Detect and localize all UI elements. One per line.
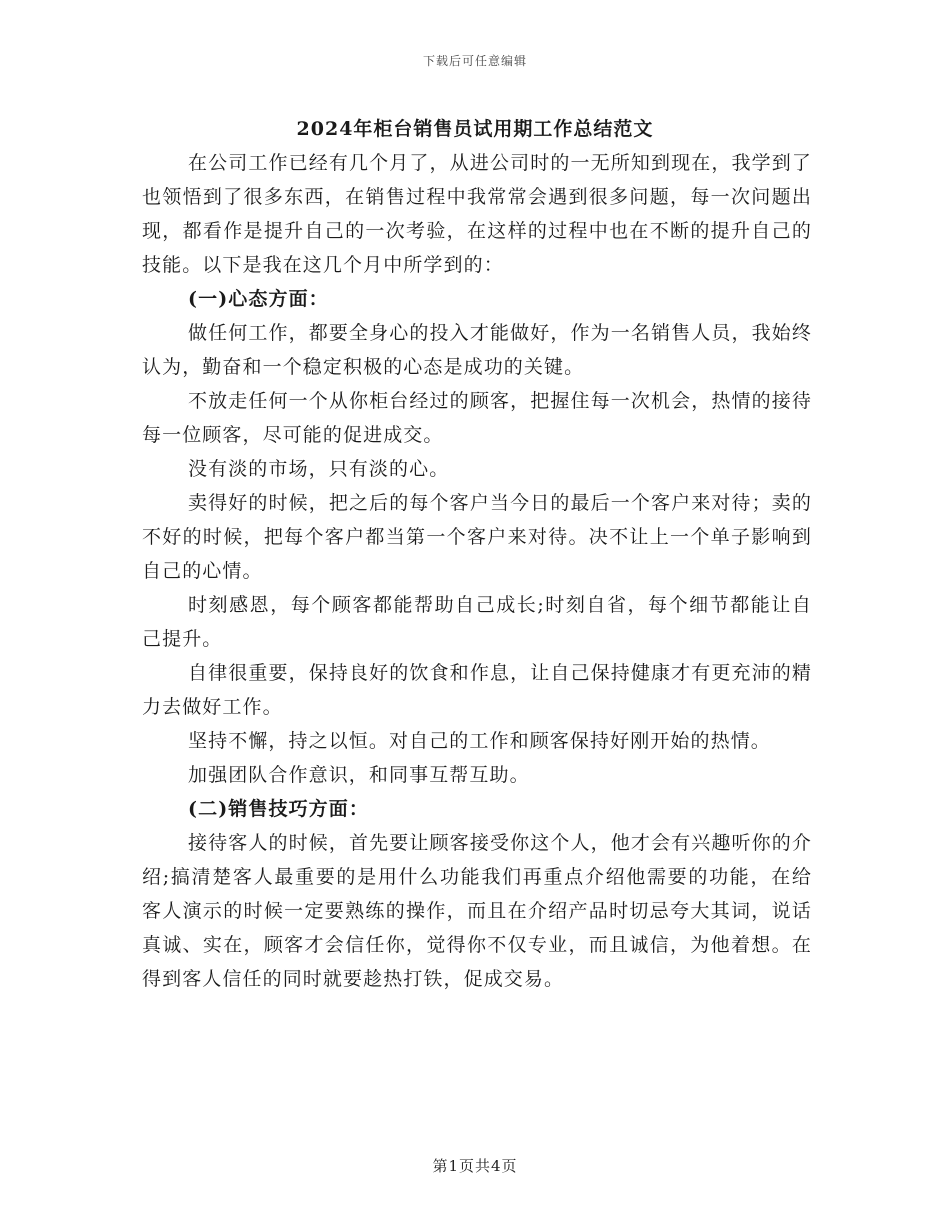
paragraph: 坚持不懈，持之以恒。对自己的工作和顾客保持好刚开始的热情。 (188, 730, 771, 752)
paragraph: 自律很重要，保持良好的饮食和作息，让自己保持健康才有更充沛的精力去做好工作。 (142, 662, 812, 718)
paragraph: 不放走任何一个从你柜台经过的顾客，把握住每一次机会，热情的接待每一位顾客，尽可能的促进成交。 (142, 390, 812, 446)
paragraph: 加强团队合作意识，和同事互帮互助。 (188, 764, 530, 786)
section-heading-mindset: (一)心态方面： (188, 288, 329, 310)
paragraph-intro: 在公司工作已经有几个月了，从进公司时的一无所知到现在，我学到了也领悟到了很多东西，在销售过程中我常常会遇到很多问题，每一次问题出现，都看作是提升自己的一次考验，在这样的过程中也在不断的提升自己的技能。以下是我在这几个月中所学到的： (142, 152, 812, 276)
section-heading-sales-skills: (二)销售技巧方面： (188, 798, 369, 820)
header-note: 下载后可任意编辑 (422, 54, 527, 68)
paragraph: 做任何工作，都要全身心的投入才能做好，作为一名销售人员，我始终认为，勤奋和一个稳定积极的心态是成功的关键。 (142, 322, 812, 378)
page-indicator: 第1页共4页 (432, 1157, 518, 1175)
paragraph: 时刻感恩，每个顾客都能帮助自己成长;时刻自省，每个细节都能让自己提升。 (142, 594, 812, 650)
document-body (142, 146, 812, 996)
paragraph: 卖得好的时候，把之后的每个客户当今日的最后一个客户来对待；卖的不好的时候，把每个客户都当第一个客户来对待。决不让上一个单子影响到自己的心情。 (142, 492, 812, 582)
document-title: 2024年柜台销售员试用期工作总结范文 (296, 118, 654, 140)
paragraph: 接待客人的时候，首先要让顾客接受你这个人，他才会有兴趣听你的介绍;搞清楚客人最重要的是用什么功能我们再重点介绍他需要的功能，在给客人演示的时候一定要熟练的操作，而且在介绍产品时切忌夸大其词，说话真诚、实在，顾客才会信任你，觉得你不仅专业，而且诚信，为他着想。在得到客人信任的同时就要趁热打铁，促成交易。 (142, 832, 812, 990)
paragraph: 没有淡的市场，只有淡的心。 (188, 458, 450, 480)
